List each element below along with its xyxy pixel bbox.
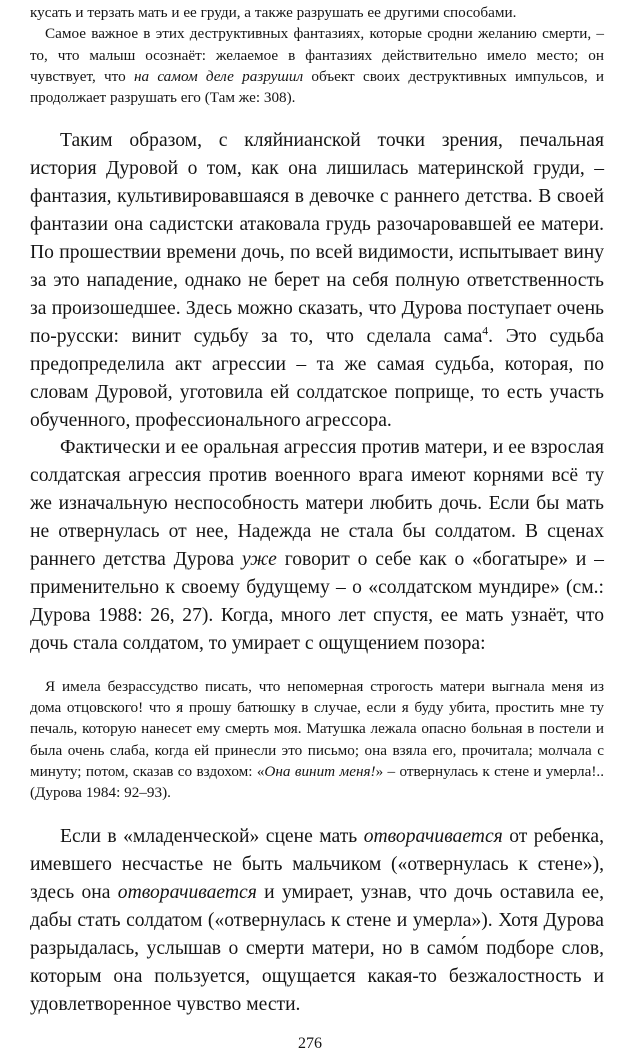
page-number: 276 xyxy=(298,1035,322,1052)
body-paragraph: Таким образом, с кляйнианской точки зрения, печальная история Дуровой о том, как она лишилась материнской груди, – фантазия, культивировавшаяся в девочке с раннего детства. В своей фантазии она садистски атаковала грудь разочаровавшей ее матери. По прошествии времени дочь, по всей видимости, испытывает вину за это нападение, однако не берет на себя полную ответственность за произошедшее. Здесь можно сказать, что Дурова поступает очень по-русски: винит судьбу за то, что сделала сама$^4$. Это судьба предопределила акт агрессии – та же самая судьба, которая, по словам Дуровой, уготовила ей солдатское поприще, то есть участь обученного, профессионального агрессора. xyxy=(30,130,604,431)
block-quote-durova xyxy=(30,676,604,804)
body-paragraph: Фактически и ее оральная агрессия против матери, и ее взрослая солдатская агрессия против военного врага имеют корнями всё ту же изначальную неспособность матери любить дочь. Если бы мать не отвернулась от нее, Надежда не стала бы солдатом. В сценах раннего детства Дурова уже говорит о себе как о «богатыре» и – применительно к своему будущему – о «солдатском мундире» (см.: Дурова 1988: 26, 27). Когда, много лет спустя, ее мать узнаёт, что дочь стала солдатом, то умирает с ощущением позора: xyxy=(30,437,604,654)
footnote-marker[interactable]: 4 xyxy=(482,324,489,338)
italic-emphasis: Она винит меня! xyxy=(264,762,376,780)
body-text-section xyxy=(30,823,604,1018)
italic-emphasis: отворачивается xyxy=(117,882,257,904)
block-quote-klein xyxy=(30,2,604,108)
italic-emphasis: на самом деле разрушил xyxy=(133,67,304,85)
body-paragraph: Если в «младенческой» сцене мать отворачивается от ребенка, имевшего несчастье не быть мальчиком («отвернулась к стене»), здесь она отворачивается и умирает, узнав, что дочь оставила ее, дабы стать солдатом («отвернулась к стене и умерла»). Хотя Дурова разрыдалась, услышав о смерти матери, но в само́м подборе слов, которым она пользуется, ощущается какая-то безжалостность и удовлетворенное чувство мести. xyxy=(30,826,605,1015)
quote-paragraph: Самое важное в этих деструктивных фантазиях, которые сродни желанию смерти, – то, что малыш осознаёт: желаемое в фантазиях действительно имело место; он чувствует, что на самом деле разрушил объект своих деструктивных импульсов, и продолжает разрушать его (Там же: 308). xyxy=(30,25,604,107)
body-text-section xyxy=(30,127,604,657)
italic-emphasis: отворачивается xyxy=(363,826,503,848)
quote-paragraph: Я имела безрассудство писать, что непомерная строгость матери выгнала меня из дома отцовского! что я прошу батюшку в случае, если я буду убита, простить мне ту печаль, которую нанесет ему смерть моя. Матушка лежала опасно больная в постели и была очень слаба, когда ей принесли это письмо; она взяла его, прочитала; молчала с минуту; потом, сказав со вздохом: «Она винит меня!» – отвернулась к стене и умерла!.. (Дурова 1984: 92–93). xyxy=(30,677,605,802)
quote-paragraph: кусать и терзать мать и ее груди, а также разрушать ее другими способами. xyxy=(30,4,517,21)
italic-emphasis: уже xyxy=(241,549,277,571)
